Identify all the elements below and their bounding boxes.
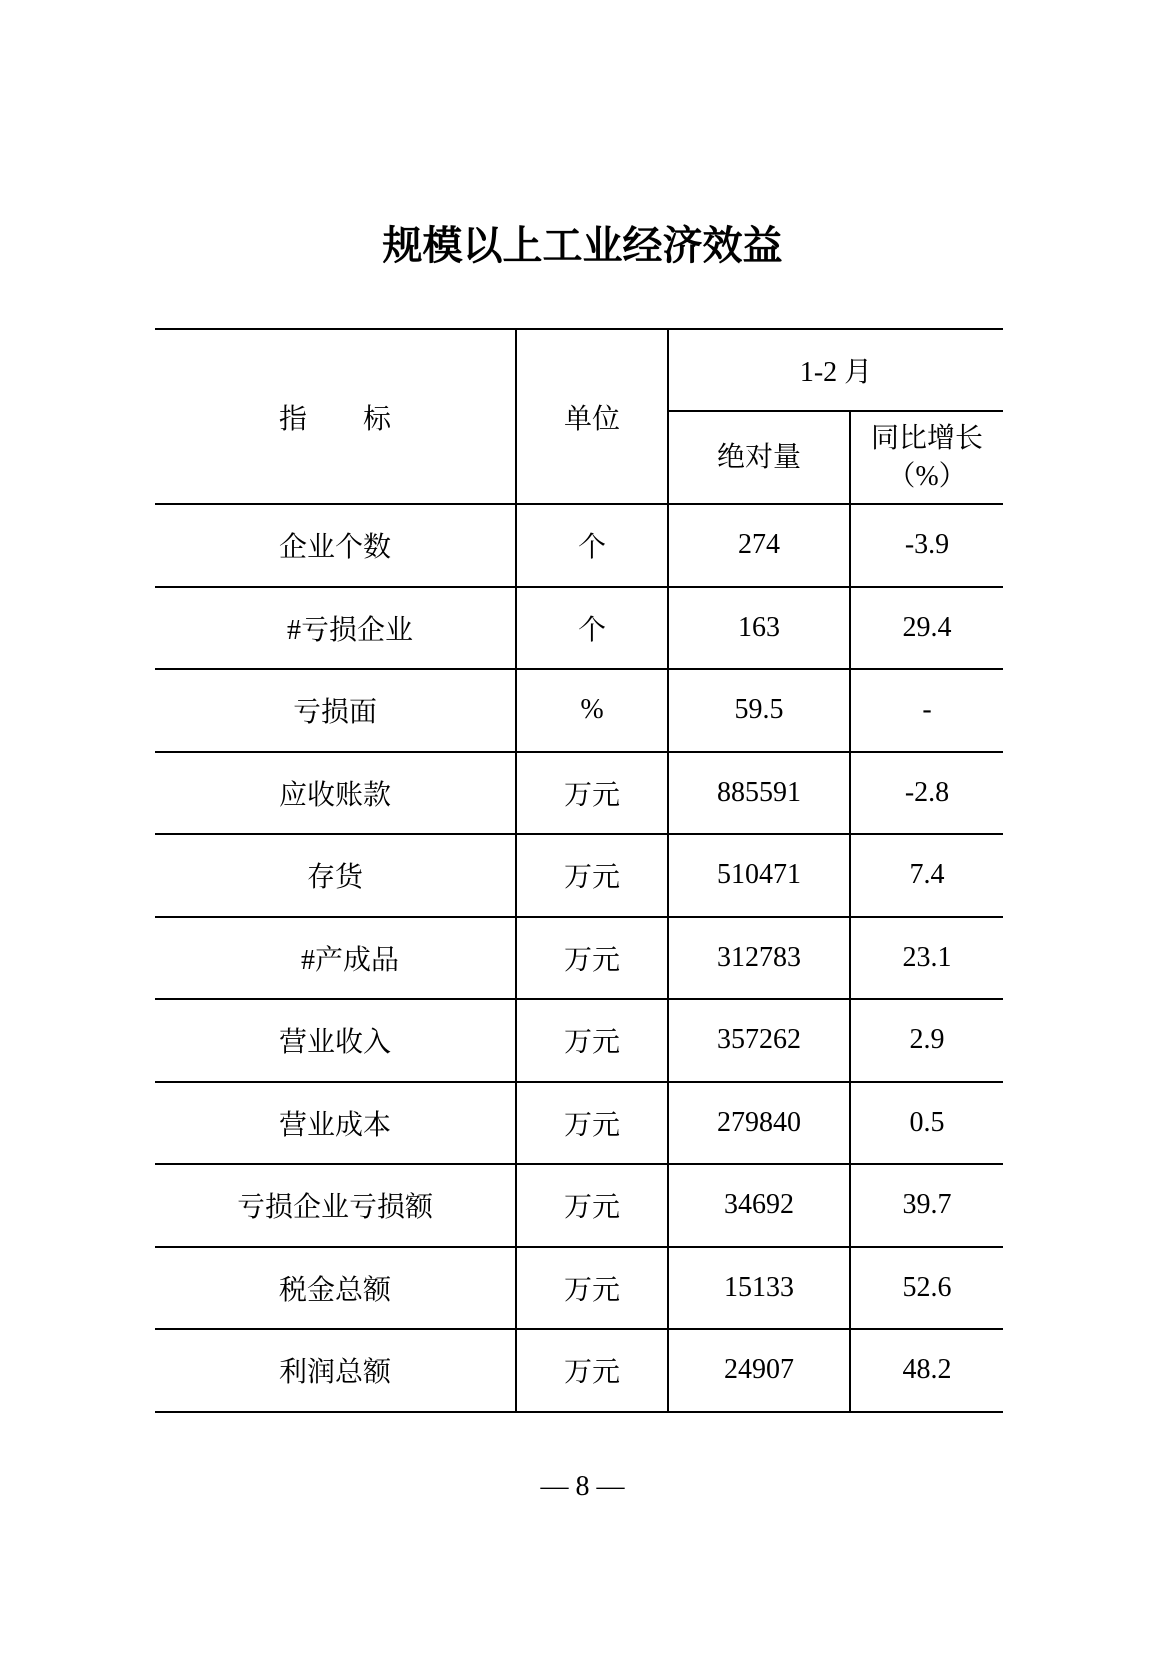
header-yoy-growth: [850, 411, 1003, 504]
cell-indicator: #亏损企业: [155, 587, 516, 670]
cell-unit: 个: [516, 504, 668, 587]
page-number: — 8 —: [540, 1471, 625, 1502]
cell-indicator: 亏损面: [155, 669, 516, 752]
cell-absolute: 15133: [668, 1247, 850, 1330]
table-row: [155, 834, 1003, 917]
cell-unit: 万元: [516, 1329, 668, 1412]
table-row: [155, 752, 1003, 835]
cell-absolute: 885591: [668, 752, 850, 835]
cell-indicator: 亏损企业亏损额: [155, 1164, 516, 1247]
cell-indicator: 利润总额: [155, 1329, 516, 1412]
industrial-economic-benefits-table: [155, 328, 1003, 1413]
table-row: [155, 1082, 1003, 1165]
cell-indicator: 营业收入: [155, 999, 516, 1082]
cell-unit: %: [516, 669, 668, 752]
cell-indicator: 应收账款: [155, 752, 516, 835]
cell-unit: 万元: [516, 999, 668, 1082]
cell-unit: 万元: [516, 752, 668, 835]
cell-indicator: 营业成本: [155, 1082, 516, 1165]
cell-yoy: -3.9: [850, 504, 1003, 587]
cell-unit: 万元: [516, 1082, 668, 1165]
page-title: 规模以上工业经济效益: [382, 224, 783, 268]
header-row-1: [155, 329, 1003, 411]
cell-absolute: 510471: [668, 834, 850, 917]
cell-absolute: 163: [668, 587, 850, 670]
table-row: [155, 587, 1003, 670]
cell-indicator: #产成品: [155, 917, 516, 1000]
cell-absolute: 312783: [668, 917, 850, 1000]
cell-unit: 万元: [516, 1164, 668, 1247]
cell-absolute: 357262: [668, 999, 850, 1082]
cell-yoy: 0.5: [850, 1082, 1003, 1165]
cell-yoy: 39.7: [850, 1164, 1003, 1247]
header-yoy-growth-unit: （%）: [887, 460, 967, 492]
cell-unit: 个: [516, 587, 668, 670]
cell-unit: 万元: [516, 834, 668, 917]
cell-absolute: 279840: [668, 1082, 850, 1165]
header-yoy-growth-label: 同比增长: [871, 422, 984, 454]
cell-yoy: 7.4: [850, 834, 1003, 917]
cell-absolute: 59.5: [668, 669, 850, 752]
table-row: [155, 917, 1003, 1000]
table-row: [155, 1247, 1003, 1330]
cell-unit: 万元: [516, 917, 668, 1000]
cell-yoy: 52.6: [850, 1247, 1003, 1330]
cell-absolute: 274: [668, 504, 850, 587]
table-row: [155, 999, 1003, 1082]
cell-indicator: 企业个数: [155, 504, 516, 587]
table-row: [155, 504, 1003, 587]
cell-yoy: 23.1: [850, 917, 1003, 1000]
cell-absolute: 24907: [668, 1329, 850, 1412]
cell-yoy: 29.4: [850, 587, 1003, 670]
table-container: [155, 328, 1003, 1413]
table-row: [155, 1164, 1003, 1247]
cell-absolute: 34692: [668, 1164, 850, 1247]
table-row: [155, 669, 1003, 752]
header-absolute-value: 绝对量: [668, 411, 850, 504]
header-unit: 单位: [516, 329, 668, 504]
cell-indicator: 存货: [155, 834, 516, 917]
header-period: 1-2 月: [668, 329, 1003, 411]
cell-yoy: 48.2: [850, 1329, 1003, 1412]
cell-yoy: -2.8: [850, 752, 1003, 835]
cell-yoy: 2.9: [850, 999, 1003, 1082]
header-indicator: 指 标: [155, 329, 516, 504]
cell-yoy: -: [850, 669, 1003, 752]
table-row: [155, 1329, 1003, 1412]
cell-unit: 万元: [516, 1247, 668, 1330]
cell-indicator: 税金总额: [155, 1247, 516, 1330]
